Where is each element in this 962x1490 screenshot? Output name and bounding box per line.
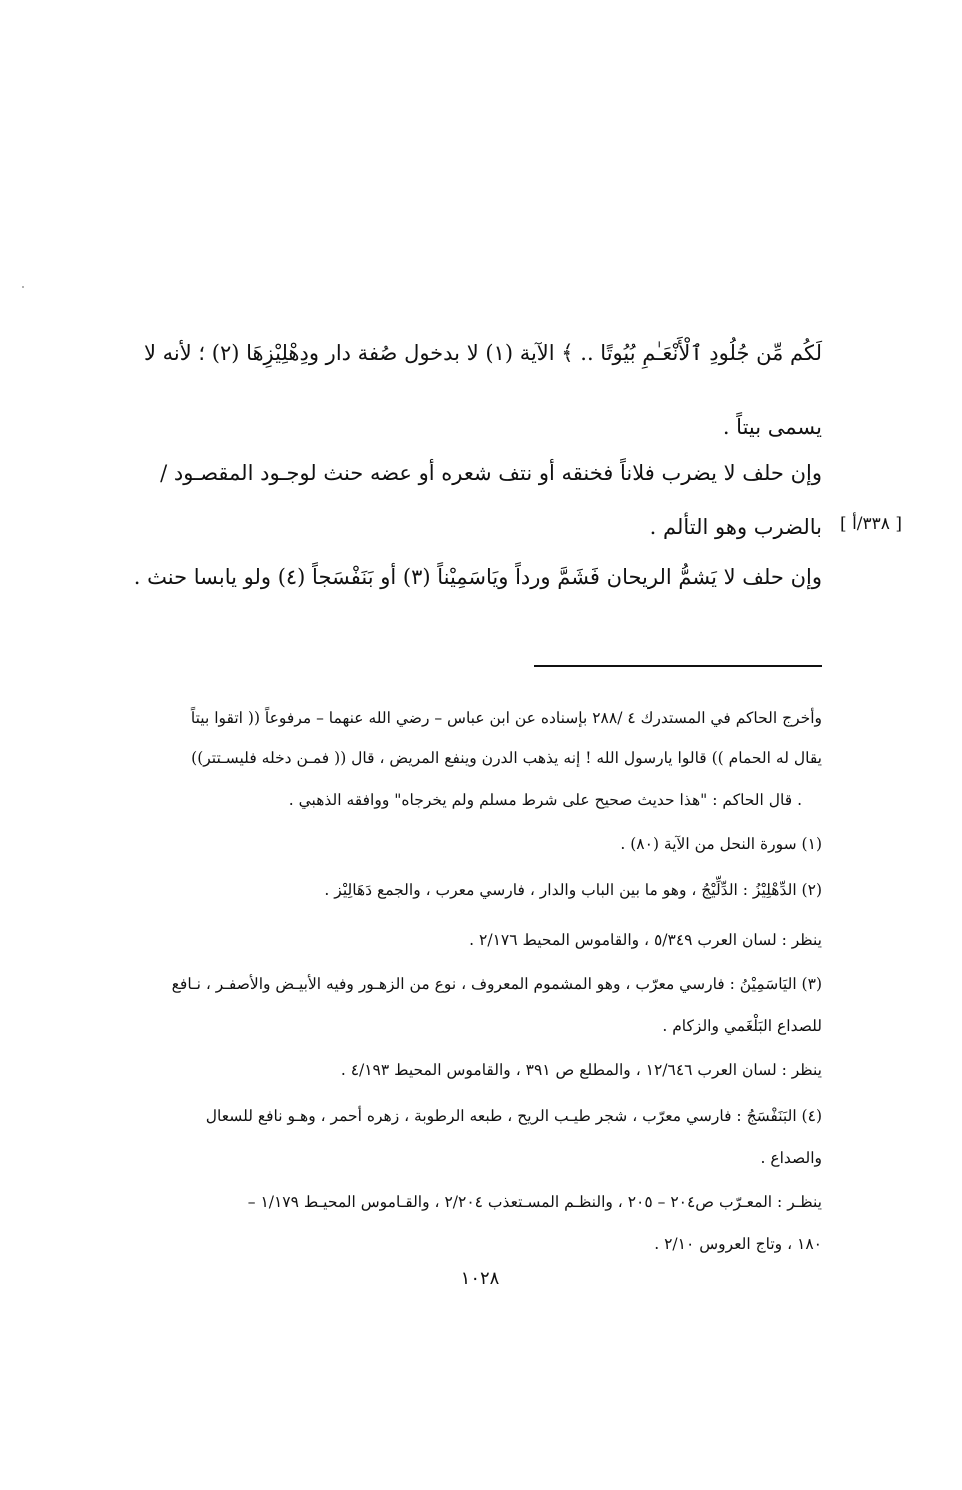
main-text-line-5: وإن حلف لا يَشمُّ الريحان فَشَمَّ ورداً ويَاسَمِيْناً (٣) أو بَنَفْسَجاً (٤) ولو يابسا حنث . xyxy=(133,565,822,589)
footnote-4-definition-continued: والصداع . xyxy=(760,1149,822,1167)
main-text-line-2: يسمى بيتاً . xyxy=(722,415,822,439)
footnote-continuation-line-1: وأخرج الحاكم في المستدرك ٤ /٢٨٨ بإسناده عن ابن عباس – رضي الله عنهما – مرفوعاً (( اتقوا بيتاً xyxy=(190,709,822,727)
footnote-2-references: ينظر : لسان العرب ٥/٣٤٩ ، والقاموس المحيط ٢/١٧٦ . xyxy=(469,931,822,949)
footnote-3-definition-continued: للصداع البَلْغَمي والزكام . xyxy=(662,1017,822,1035)
main-text-line-4: بالضرب وهو التألم . xyxy=(649,515,822,539)
footnote-1: (١) سورة النحل من الآية (٨٠) . xyxy=(620,835,822,853)
main-text-line-3: وإن حلف لا يضرب فلاناً فخنقه أو نتف شعره أو عضه حنث لوجـود المقصـود / xyxy=(160,461,822,485)
footnote-separator-rule xyxy=(534,665,822,667)
main-text-line-1: لَكُم مِّن جُلُودِ ٱلْأَنْعَـٰمِ بُيُوتًا .. ﴾ الآية (١) لا بدخول صُفة دار ودِهْلِيْزِهَا (٢) ؛ لأنه لا xyxy=(143,341,822,365)
footnote-3-definition: (٣) اليَاسَمِيْنُ : فارسي معرّب ، وهو المشموم المعروف ، نوع من الزهـور وفيه الأبيـض والأصفـر ، نـافع xyxy=(171,975,822,993)
footnote-4-references: ينظـر : المعـرّب ص٢٠٤ – ٢٠٥ ، والنظـم المسـتعذب ٢/٢٠٤ ، والقـاموس المحيـط ١/١٧٩ – xyxy=(247,1193,822,1211)
footnote-2-definition: (٢) الدِّهْلِيْزُ : الدِّلِّيْجُ ، وهو ما بين الباب والدار ، فارسي معرب ، والجمع دَهَالِيْز . xyxy=(324,881,822,899)
footnote-continuation-line-2: يقال له الحمام )) قالوا يارسول الله ! إنه يذهب الدرن وينفع المريض ، قال (( فمـن دخله فليسـتتر)) xyxy=(191,749,822,767)
footnote-3-references: ينظر : لسان العرب ١٢/٦٤٦ ، والمطلع ص ٣٩١ ، والقاموس المحيط ٤/١٩٣ . xyxy=(340,1061,822,1079)
footnote-4-definition: (٤) البَنَفْسَجُ : فارسي معرّب ، شجر طيـب الريح ، طبعه الرطوبة ، زهره أحمر ، وهـو نافع للسعال xyxy=(205,1107,822,1125)
page-number: ١٠٢٨ xyxy=(460,1268,500,1289)
footnote-continuation-line-3: . قال الحاكم : "هذا حديث صحيح على شرط مسلم ولم يخرجاه" ووافقه الذهبي . xyxy=(288,791,802,809)
manuscript-folio-reference: [ ٣٣٨/أ ] xyxy=(840,514,902,534)
scan-speck xyxy=(22,286,24,288)
footnote-4-references-continued: ١٨٠ ، وتاج العروس ٢/١٠ . xyxy=(654,1235,822,1253)
